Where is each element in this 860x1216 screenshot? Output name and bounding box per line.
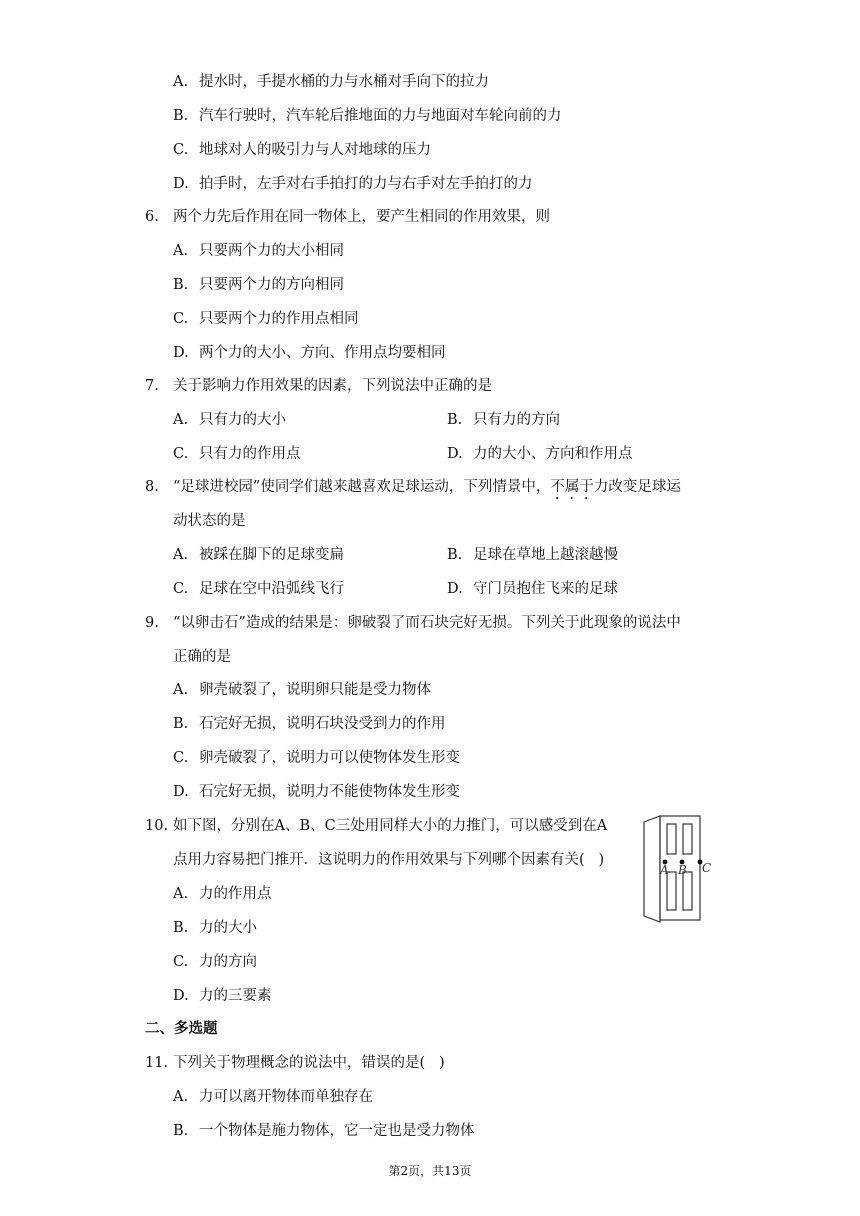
q9-option-d: D. 石完好无损，说明力不能使物体发生形变 bbox=[173, 784, 460, 800]
q8-stem-emphasis: 不属于 bbox=[550, 479, 594, 495]
q10-stem-line2: 点用力容易把门推开．这说明力的作用效果与下列哪个因素有关( ) bbox=[173, 852, 605, 868]
q10-number: 10. bbox=[145, 818, 169, 834]
q6-option-d: D. 两个力的大小、方向、作用点均要相同 bbox=[173, 345, 446, 361]
door-lower-left-pane bbox=[667, 872, 676, 910]
q9-option-b: B. 石完好无损，说明石块没受到力的作用 bbox=[173, 716, 446, 732]
q9-option-c: C. 卵壳破裂了，说明力可以使物体发生形变 bbox=[173, 750, 460, 766]
q8-option-a: A. 被踩在脚下的足球变扁 bbox=[173, 547, 344, 563]
point-b-label: B bbox=[678, 863, 687, 877]
q9-stem: “以卵击石”造成的结果是：卵破裂了而石块完好无损。下列关于此现象的说法中 bbox=[173, 615, 681, 631]
q5-option-b: B. 汽车行驶时，汽车轮后推地面的力与地面对车轮向前的力 bbox=[173, 108, 562, 124]
point-c-label: C bbox=[702, 861, 712, 875]
q8-number: 8. bbox=[145, 479, 159, 495]
q7-option-c: C. 只有力的作用点 bbox=[173, 446, 301, 462]
door-lower-right-pane bbox=[683, 872, 692, 910]
section-title-multiple-choice: 二、多选题 bbox=[145, 1020, 218, 1037]
q7-option-b: B. 只有力的方向 bbox=[447, 412, 560, 428]
q6-option-b: B. 只要两个力的方向相同 bbox=[173, 277, 344, 293]
q10-option-b: B. 力的大小 bbox=[173, 920, 257, 936]
q11-option-a: A. 力可以离开物体而单独存在 bbox=[173, 1089, 373, 1105]
q5-option-a: A. 提水时，手提水桶的力与水桶对手向下的拉力 bbox=[173, 74, 489, 90]
q9-option-a: A. 卵壳破裂了，说明卵只能是受力物体 bbox=[173, 682, 431, 698]
q8-stem: “足球进校园”使同学们越来越喜欢足球运动，下列情景中，不属于力改变足球运 bbox=[173, 479, 681, 495]
q7-number: 7. bbox=[145, 378, 159, 394]
q6-number: 6. bbox=[145, 209, 159, 225]
q8-stem-line2: 动状态的是 bbox=[173, 513, 246, 529]
q6-option-a: A. 只要两个力的大小相同 bbox=[173, 243, 344, 259]
q11-number: 11. bbox=[145, 1055, 169, 1071]
page-footer: 第2页，共13页 bbox=[388, 1164, 472, 1178]
point-a-label: A bbox=[660, 863, 669, 877]
q6-stem: 两个力先后作用在同一物体上，要产生相同的作用效果，则 bbox=[173, 209, 550, 225]
q10-option-c: C. 力的方向 bbox=[173, 954, 257, 970]
q8-option-b: B. 足球在草地上越滚越慢 bbox=[447, 547, 618, 563]
door-upper-right-pane bbox=[683, 824, 692, 854]
q8-option-c: C. 足球在空中沿弧线飞行 bbox=[173, 581, 344, 597]
q11-option-b: B. 一个物体是施力物体，它一定也是受力物体 bbox=[173, 1123, 475, 1139]
door-upper-left-pane bbox=[667, 824, 676, 854]
q5-option-d: D. 拍手时，左手对右手拍打的力与右手对左手拍打的力 bbox=[173, 176, 533, 192]
q9-stem-line2: 正确的是 bbox=[173, 649, 231, 665]
q11-stem: 下列关于物理概念的说法中，错误的是( ) bbox=[173, 1055, 445, 1071]
q5-option-c: C. 地球对人的吸引力与人对地球的压力 bbox=[173, 142, 431, 158]
q10-stem: 如下图，分别在A、B、C三处用同样大小的力推门，可以感受到在A bbox=[173, 818, 608, 834]
door-side-panel bbox=[644, 816, 660, 922]
q7-option-d: D. 力的大小、方向和作用点 bbox=[447, 446, 633, 462]
q8-option-d: D. 守门员抱住飞来的足球 bbox=[447, 581, 618, 597]
door-figure bbox=[640, 810, 720, 925]
q10-option-a: A. 力的作用点 bbox=[173, 886, 272, 902]
q7-stem: 关于影响力作用效果的因素，下列说法中正确的是 bbox=[173, 378, 492, 394]
q9-number: 9. bbox=[145, 615, 159, 631]
q7-option-a: A. 只有力的大小 bbox=[173, 412, 286, 428]
q6-option-c: C. 只要两个力的作用点相同 bbox=[173, 311, 359, 327]
q10-option-d: D. 力的三要素 bbox=[173, 988, 272, 1004]
